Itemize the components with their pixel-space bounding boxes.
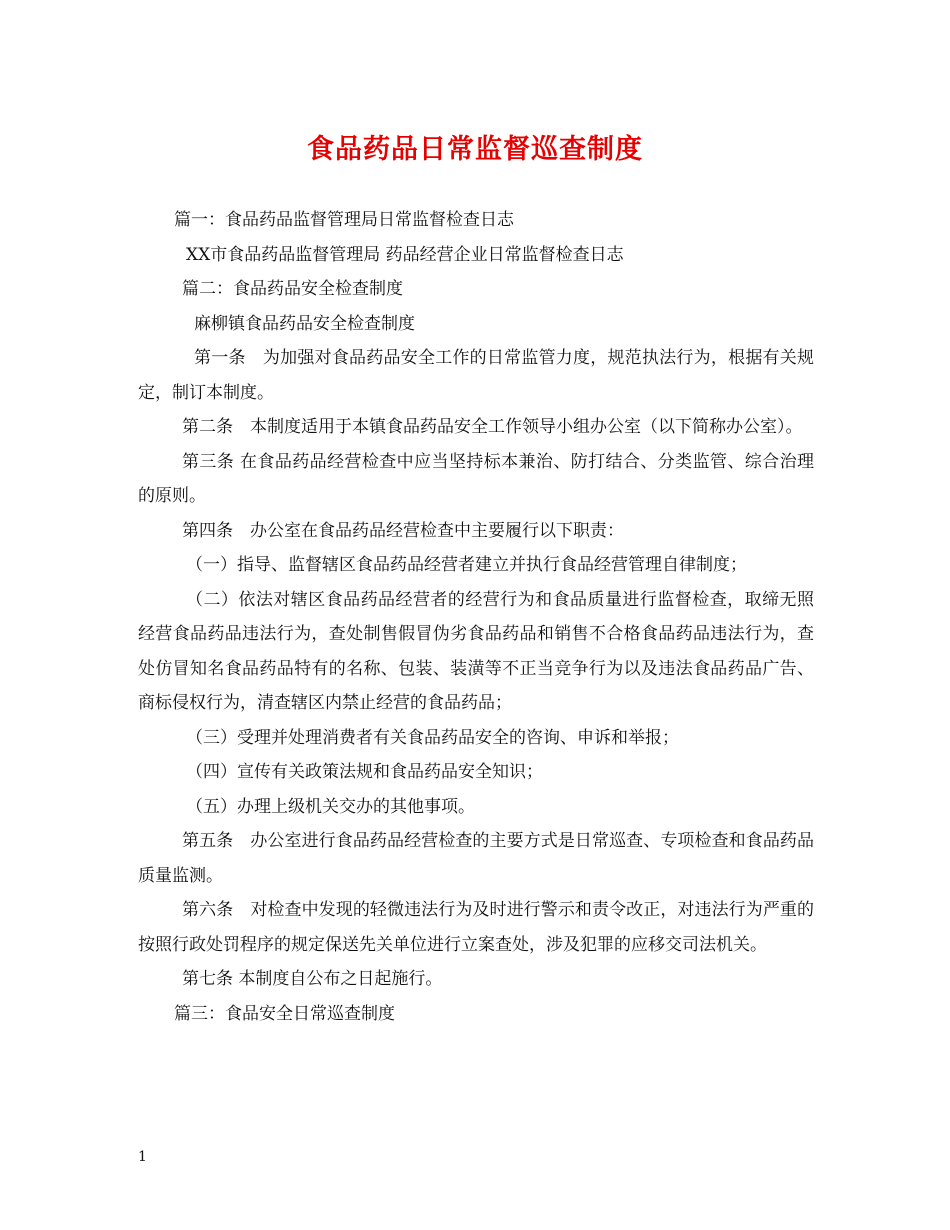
duty-item-3: （三）受理并处理消费者有关食品药品安全的咨询、申诉和举报；	[186, 727, 679, 748]
section-heading-part-three: 篇三：食品安全日常巡查制度	[174, 1003, 395, 1024]
section-heading-part-one: 篇一：食品药品监督管理局日常监督检查日志	[174, 210, 514, 230]
duty-item-1: （一）指导、监督辖区食品药品经营者建立并执行食品经营管理自律制度；	[186, 555, 747, 575]
article-7: 第七条 本制度自公布之日起施行。	[182, 969, 443, 989]
duty-item-4: （四）宣传有关政策法规和食品药品安全知识；	[186, 762, 543, 782]
section-heading-part-two: 篇二：食品药品安全检查制度	[182, 279, 403, 299]
paragraph-town-system-title: 麻柳镇食品药品安全检查制度	[194, 313, 415, 334]
article-3: 第三条 在食品药品经营检查中应当坚持标本兼治、防打结合、分类监管、综合治理的原则。	[138, 451, 814, 506]
duty-item-5: （五）办理上级机关交办的其他事项。	[186, 796, 475, 817]
article-1: 第一条 为加强对食品药品安全工作的日常监管力度，规范执法行为，根据有关规定，制订本制度。	[138, 348, 814, 403]
document-title: 食品药品日常监督巡查制度	[307, 134, 643, 165]
duty-item-2: （二）依法对辖区食品药品经营者的经营行为和食品质量进行监督检查，取缔无照经营食品药品违法行为，查处制售假冒伪劣食品药品和销售不合格食品药品违法行为，查处仿冒知名食品药品特有的名称、包装、装潢等不正当竞争行为以及违法食品药品广告、商标侵权行为，清查辖区内禁止经营的食品药品；	[138, 589, 814, 713]
article-5: 第五条 办公室进行食品药品经营检查的主要方式是日常巡查、专项检查和食品药品质量监测。	[138, 831, 814, 886]
article-6: 第六条 对检查中发现的轻微违法行为及时进行警示和责令改正，对违法行为严重的按照行政处罚程序的规定保送先关单位进行立案查处，涉及犯罪的应移交司法机关。	[138, 900, 814, 955]
document-body	[138, 203, 814, 1031]
article-4: 第四条 办公室在食品药品经营检查中主要履行以下职责：	[182, 520, 624, 541]
article-2: 第二条 本制度适用于本镇食品药品安全工作领导小组办公室（以下简称办公室）。	[182, 417, 803, 437]
page-number: 1	[138, 1149, 147, 1165]
paragraph-log-subtitle: XX市食品药品监督管理局 药品经营企业日常监督检查日志	[186, 244, 624, 265]
